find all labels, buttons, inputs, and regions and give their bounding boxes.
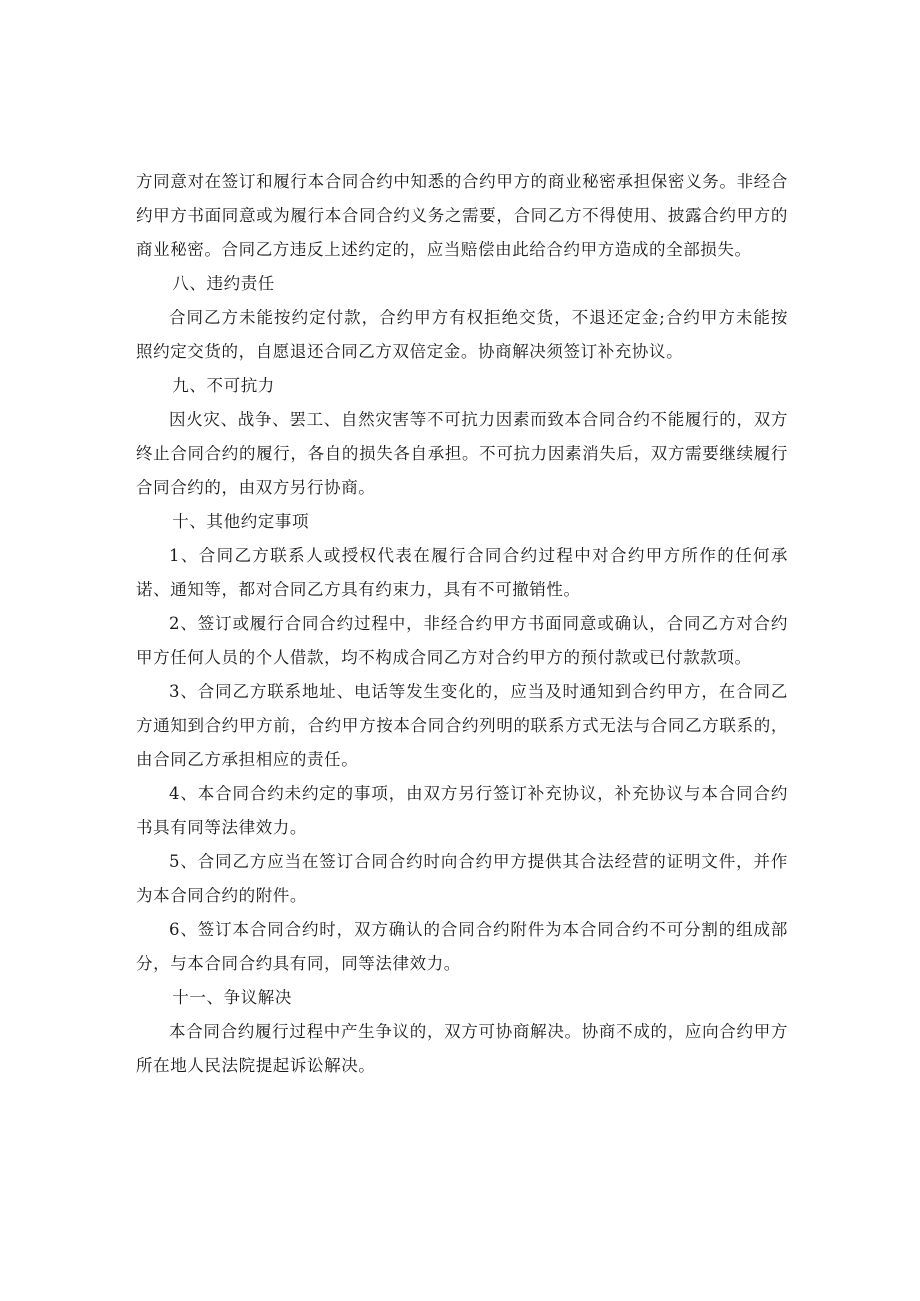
section-9-body: 因火灾、战争、罢工、自然灾害等不可抗力因素而致本合同合约不能履行的，双方终止合同合约的履行，各自的损失各自承担。不可抗力因素消失后，双方需要继续履行合同合约的，由双方另行协商。 bbox=[136, 410, 788, 497]
section-10-item-3: 3、合同乙方联系地址、电话等发生变化的，应当及时通知到合约甲方，在合同乙方通知到合约甲方前，合约甲方按本合同合约列明的联系方式无法与合同乙方联系的，由合同乙方承担相应的责任。 bbox=[136, 682, 788, 769]
section-8-heading: 八、违约责任 bbox=[172, 274, 275, 293]
document-body bbox=[136, 165, 788, 1083]
intro-paragraph: 方同意对在签订和履行本合同合约中知悉的合约甲方的商业秘密承担保密义务。非经合约甲方书面同意或为履行本合同合约义务之需要，合同乙方不得使用、披露合约甲方的商业秘密。合同乙方违反上述约定的，应当赔偿由此给合约甲方造成的全部损失。 bbox=[136, 172, 788, 259]
section-11-body: 本合同合约履行过程中产生争议的，双方可协商解决。协商不成的，应向合约甲方所在地人民法院提起诉讼解决。 bbox=[136, 1022, 788, 1075]
section-10-item-2: 2、签订或履行合同合约过程中，非经合约甲方书面同意或确认，合同乙方对合约甲方任何人员的个人借款，均不构成合同乙方对合约甲方的预付款或已付款款项。 bbox=[136, 614, 788, 667]
section-9-heading: 九、不可抗力 bbox=[172, 376, 275, 395]
section-11-heading: 十一、争议解决 bbox=[172, 988, 292, 1007]
section-10-item-4: 4、本合同合约未约定的事项，由双方另行签订补充协议，补充协议与本合同合约书具有同等法律效力。 bbox=[136, 784, 788, 837]
section-10-heading: 十、其他约定事项 bbox=[172, 512, 310, 531]
section-10-item-5: 5、合同乙方应当在签订合同合约时向合约甲方提供其合法经营的证明文件，并作为本合同合约的附件。 bbox=[136, 852, 788, 905]
section-10-item-1: 1、合同乙方联系人或授权代表在履行合同合约过程中对合约甲方所作的任何承诺、通知等，都对合同乙方具有约束力，具有不可撤销性。 bbox=[136, 546, 788, 599]
section-8-body: 合同乙方未能按约定付款，合约甲方有权拒绝交货，不退还定金;合约甲方未能按照约定交货的，自愿退还合同乙方双倍定金。协商解决须签订补充协议。 bbox=[136, 308, 788, 361]
section-10-item-6: 6、签订本合同合约时，双方确认的合同合约附件为本合同合约不可分割的组成部分，与本合同合约具有同，同等法律效力。 bbox=[136, 920, 788, 973]
